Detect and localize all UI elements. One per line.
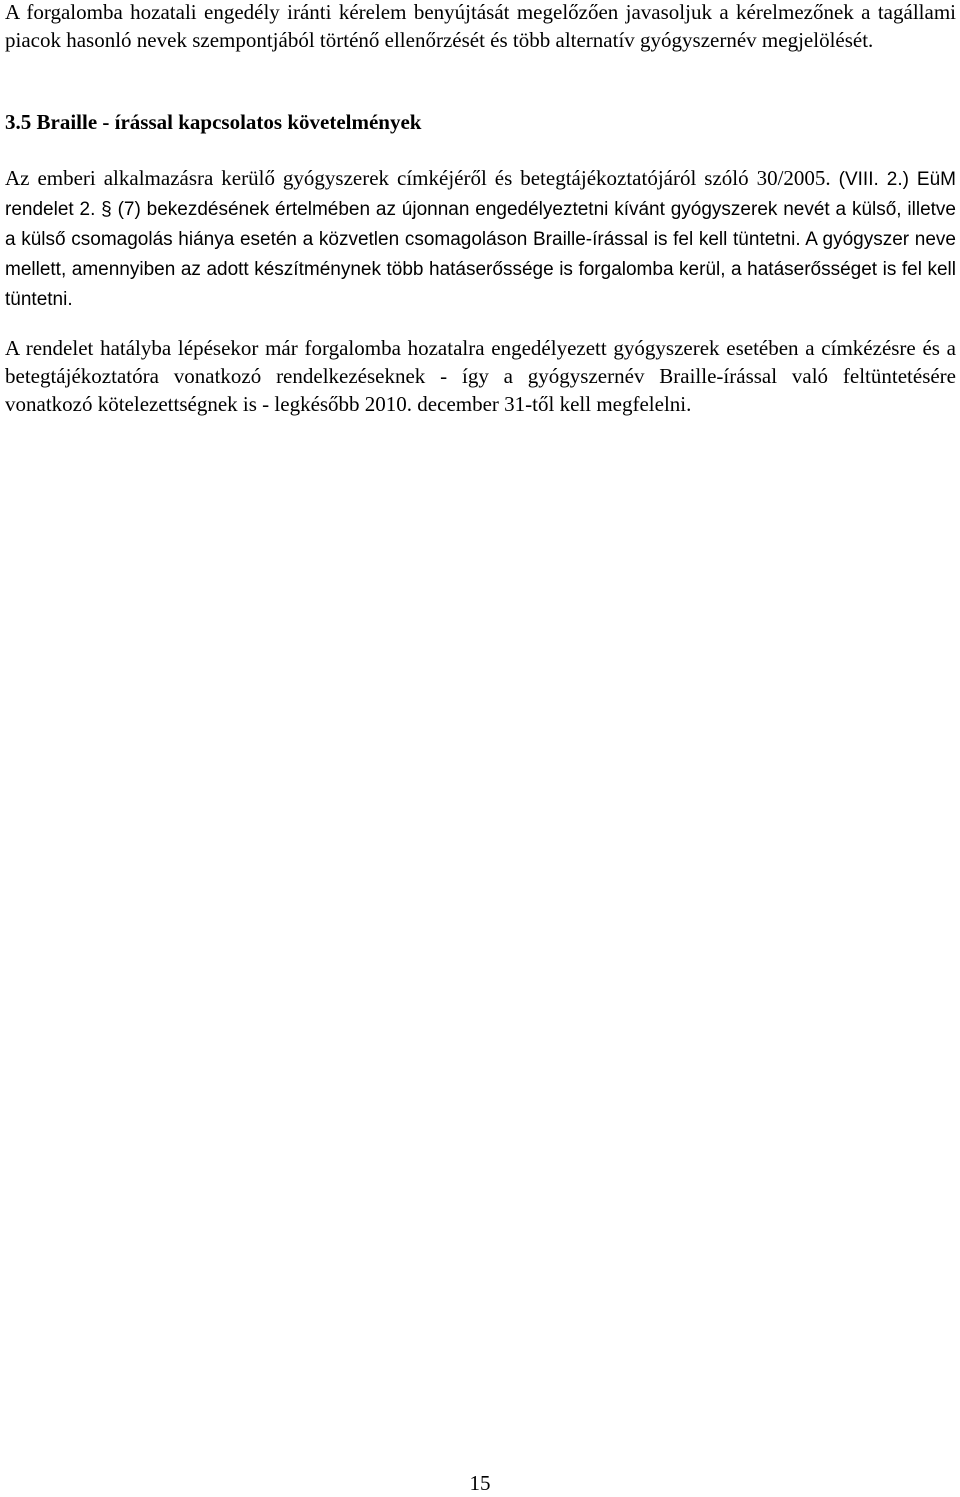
page-number: 15 <box>469 1471 491 1495</box>
regulation-text-serif: Az emberi alkalmazásra kerülő gyógyszerek címkéjéről és betegtájékoztatójáról szóló 30/2005. <box>5 166 839 190</box>
regulation-text-sans: (VIII. 2.) EüM rendelet 2. § (7) bekezdésének értelmében az újonnan engedélyeztetni kívánt gyógyszerek nevét a külső, illetve a külső csomagolás hiánya esetén a közvetlen csomagoláson Braille-írással is fel kell tüntetni. A gyógyszer neve mellett, amennyiben az adott készítménynek több hatáserőssége is forgalomba kerül, a hatáserősséget is fel kell tüntetni. <box>5 169 956 310</box>
intro-paragraph: A forgalomba hozatali engedély iránti kérelem benyújtását megelőzően javasoljuk a kérelmezőnek a tagállami piacok hasonló nevek szempontjából történő ellenőrzését és több alternatív gyógyszernév megjelölését. <box>5 0 956 52</box>
regulation-paragraph <box>5 164 956 314</box>
decree-paragraph: A rendelet hatályba lépésekor már forgalomba hozatalra engedélyezett gyógyszerek esetében a címkézésre és a betegtájékoztatóra vonatkozó rendelkezéseknek - így a gyógyszernév Braille-írással való feltüntetésére vonatkozó kötelezettségnek is - legkésőbb 2010. december 31-től kell megfelelni. <box>5 336 956 416</box>
section-heading: 3.5 Braille - írással kapcsolatos követelmények <box>5 110 422 134</box>
